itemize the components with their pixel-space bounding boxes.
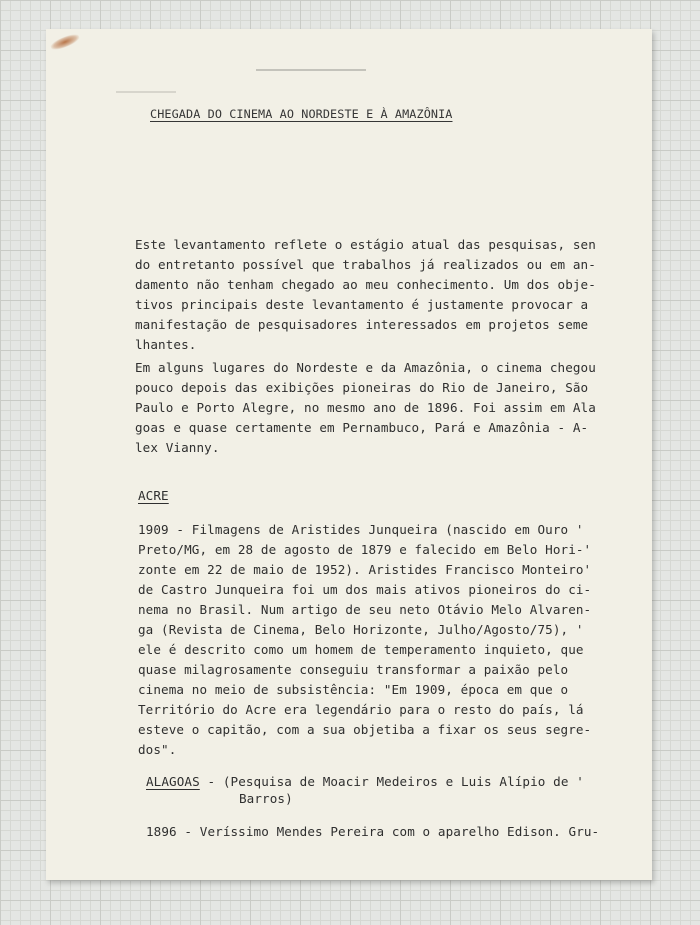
para2-line-4: goas e quase certamente em Pernambuco, Pará e Amazônia - A- (135, 420, 589, 435)
intro-line-1: Este levantamento reflete o estágio atual das pesquisas, sen (135, 237, 596, 252)
document-title: CHEGADA DO CINEMA AO NORDESTE E À AMAZÔNIA (150, 107, 453, 121)
alagoas-heading-line (146, 772, 584, 792)
carbon-smudge (116, 91, 176, 93)
para2-line-5: lex Vianny. (135, 440, 220, 455)
acre-line-7: ele é descrito como um homem de temperamento inquieto, que (138, 642, 584, 657)
acre-line-12: dos". (138, 742, 177, 757)
intro-line-3: damento não tenham chegado ao meu conhecimento. Um dos obje- (135, 277, 596, 292)
acre-line-10: Território do Acre era legendário para o resto do país, lá (138, 702, 584, 717)
section-heading-acre: ACRE (138, 488, 169, 503)
acre-line-5: nema no Brasil. Num artigo de seu neto Otávio Melo Alvaren- (138, 602, 592, 617)
intro-line-4: tivos principais deste levantamento é justamente provocar a (135, 297, 589, 312)
para2-line-1: Em alguns lugares do Nordeste e da Amazônia, o cinema chegou (135, 360, 596, 375)
acre-line-9: cinema no meio de subsistência: "Em 1909, época em que o (138, 682, 569, 697)
acre-line-2: Preto/MG, em 28 de agosto de 1879 e falecido em Belo Hori-' (138, 542, 592, 557)
intro-line-6: lhantes. (135, 337, 197, 352)
para2-line-3: Paulo e Porto Alegre, no mesmo ano de 1896. Foi assim em Ala (135, 400, 596, 415)
para2-line-2: pouco depois das exibições pioneiras do Rio de Janeiro, São (135, 380, 589, 395)
acre-line-8: quase milagrosamente conseguiu transformar a paixão pelo (138, 662, 569, 677)
section-heading-alagoas: ALAGOAS (146, 774, 200, 789)
intro-line-2: do entretanto possível que trabalhos já realizados ou em an- (135, 257, 596, 272)
rust-stain (49, 32, 81, 53)
intro-line-5: manifestação de pesquisadores interessados em projetos seme (135, 317, 589, 332)
alagoas-research-note: - (Pesquisa de Moacir Medeiros e Luis Alípio de ' (199, 774, 584, 789)
alagoas-research-note-line-2: Barros) (239, 791, 293, 806)
carbon-smudge (256, 69, 366, 71)
acre-line-3: zonte em 22 de maio de 1952). Aristides Francisco Monteiro' (138, 562, 592, 577)
acre-line-11: esteve o capitão, com a sua objetiba a fixar os seus segre- (138, 722, 592, 737)
acre-line-6: ga (Revista de Cinema, Belo Horizonte, Julho/Agosto/75), ' (138, 622, 584, 637)
acre-line-4: de Castro Junqueira foi um dos mais ativos pioneiros do ci- (138, 582, 592, 597)
alagoas-entry-1896: 1896 - Veríssimo Mendes Pereira com o aparelho Edison. Gru- (146, 824, 600, 839)
acre-line-1: 1909 - Filmagens de Aristides Junqueira (nascido em Ouro ' (138, 522, 584, 537)
